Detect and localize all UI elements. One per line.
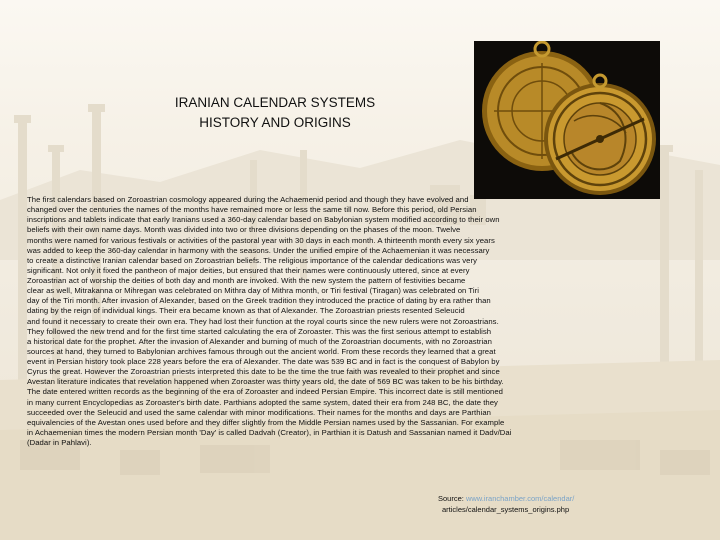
slide-title	[120, 93, 430, 133]
body-line: day of the Tiri month. After invasion of Alexander, based on the Greek tradition they introduced the practice of dating by era rather than	[27, 296, 491, 306]
body-line: The date entered written records as the beginning of the era of Zoroaster and indeed Persian Empire. This incorrect date is still mentioned	[27, 387, 504, 397]
title-line-2: HISTORY AND ORIGINS	[199, 115, 351, 130]
body-line: They followed the new trend and for the first time started calculating the era of Zoroaster. This was the first serious attempt to establish	[27, 326, 492, 336]
body-line: beliefs with their own name days. Month was divided into two or three divisions depending on the phases of the moon. Twelve	[27, 225, 461, 235]
astrolabe-image	[474, 41, 660, 199]
body-line: was added to keep the 360-day calendar in harmony with the seasons. Under the unified empire of the Achaemenian it was necessary	[27, 245, 490, 255]
title-line-1: IRANIAN CALENDAR SYSTEMS	[174, 95, 376, 110]
body-line: sources at hand, they turned to Babylonian archives famous through out the ancient world. From these records they learned that a great	[27, 346, 496, 356]
body-line: to create a distinctive Iranian calendar based on Zoroastrian beliefs. The religious importance of the calendar dedications was very	[27, 255, 478, 265]
source-label: Source:	[438, 494, 466, 503]
body-line: event in Persian history took place 228 years before the era of Alexander. The date was 539 BC and in fact is the conquest of Babylon by	[27, 357, 500, 366]
body-line: Zoroastrian act of worship the deities of both day and month are invoked. With the new system the pattern of festivities became	[27, 276, 466, 285]
body-line: months were named for various festivals or activities of the pastoral year with 30 days in each month. A thirteenth month every six years	[27, 235, 495, 245]
body-line: in many current Encyclopedias as Zoroaster's birth date. Parthians adopted the same system, dated their era from 248 BC, the date they	[27, 397, 498, 407]
body-line: and found it necessary to create their own era. They had lost their function at the royal courts since the new rulers were not Zoroastrians.	[27, 316, 499, 326]
body-line: a historical date for the prophet. After the invasion of Alexander and burning of much of the Zoroastrian documents, with no Zoroastrian	[27, 336, 492, 346]
source-path[interactable]: articles/calendar_systems_origins.php	[442, 505, 570, 514]
body-line: Cyrus the great. However the Zoroastrian priests interpreted this date to be the time the true faith was revealed to their prophet and since	[27, 367, 500, 377]
body-line: dating by the reign of individual kings. Their era became known as that of Alexander. The Zoroastrian priests resented Seleucid	[27, 306, 465, 316]
body-line: changed over the centuries the names of the months have remained more or less the same till now. Before this period, old Persian	[27, 205, 477, 215]
body-line: The first calendars based on Zoroastrian cosmology appeared during the Achaemenid period and though they have evolved and	[27, 195, 469, 204]
body-line: clear as well, Mitrakanna or Mihregan was celebrated on Mithra day of Mithra month, or Tiri festival (Tiragan) was celebrated on Tiri	[27, 286, 479, 296]
body-line: (Dadar in Pahlavi).	[27, 438, 92, 447]
body-line: Avestan literature indicates that revelation happened when Zoroaster was thirty years old, the date of 569 BC was taken to be his birthday.	[27, 377, 504, 387]
source-citation	[438, 493, 688, 515]
body-line: in Achaemenian times the modern Persian month 'Day' is called Dadvah (Creator), in Parthian it is Datush and Sassanian named it Dadv/Dai	[27, 427, 512, 437]
body-line: inscriptions and tablets indicate that early Iranians used a 360-day calendar based on Babylonian system modified according to their own	[27, 215, 500, 225]
source-link[interactable]: www.iranchamber.com/calendar/	[465, 494, 575, 503]
body-line: equivalencies of the Avestan ones used before and they differ slightly from the Middle Persian names used by the Sassanian. For example	[27, 417, 505, 427]
body-line: succeeded over the Seleucid and used the same calendar with minor modifications. Their names for the months and days are Parthian	[27, 407, 491, 417]
body-line: significant. Not only it fixed the pantheon of major deities, but ensured that their names were continuously uttered, since at every	[27, 265, 470, 275]
body-paragraph	[27, 195, 707, 448]
